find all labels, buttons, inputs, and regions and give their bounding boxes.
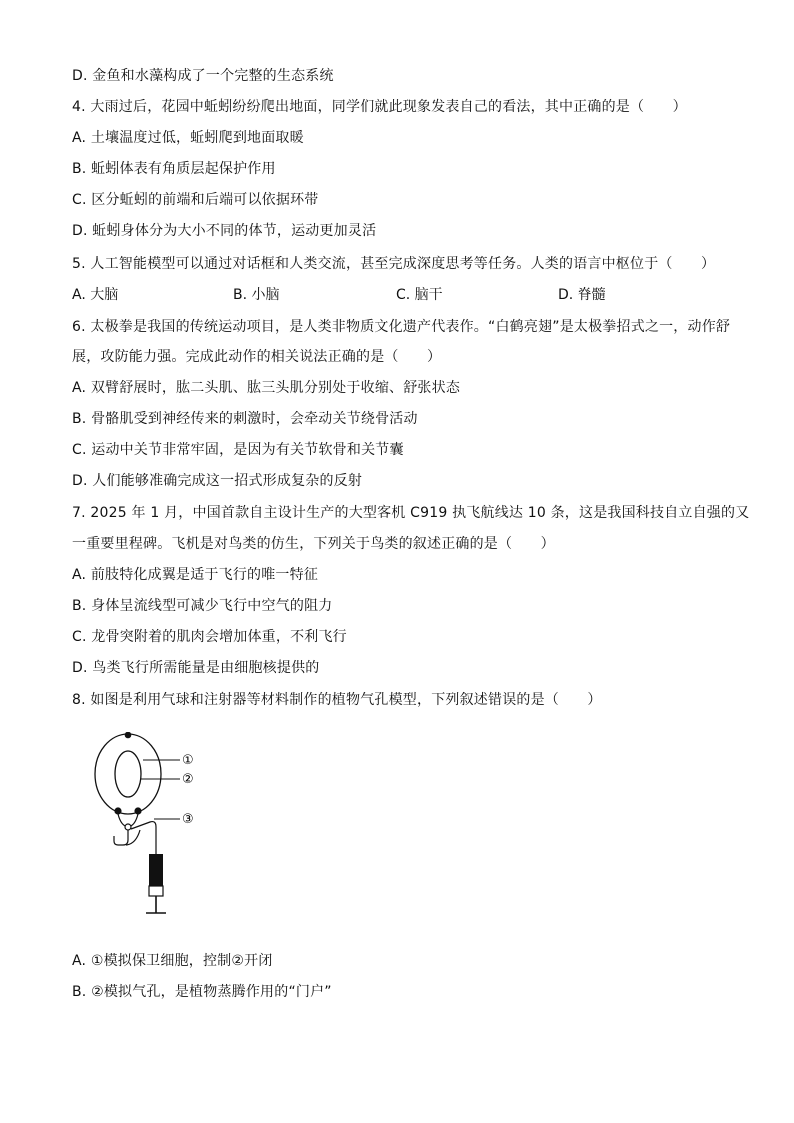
question-4-option-b: B. 蚯蚓体表有角质层起保护作用 [72, 161, 276, 177]
question-4-option-c: C. 区分蚯蚓的前端和后端可以依据环带 [72, 192, 319, 208]
question-4-option-d: D. 蚯蚓身体分为大小不同的体节，运动更加灵活 [72, 223, 377, 239]
question-8-option-a: A. ①模拟保卫细胞，控制②开闭 [72, 953, 273, 969]
question-8-stem: 8. 如图是利用气球和注射器等材料制作的植物气孔模型，下列叙述错误的是（ ） [72, 692, 602, 708]
connector-tube [114, 814, 156, 854]
stomata-model-figure [88, 732, 218, 922]
question-4-stem: 4. 大雨过后，花园中蚯蚓纷纷爬出地面，同学们就此现象发表自己的看法，其中正确的是（ ） [72, 99, 687, 115]
label-3: ③ [182, 812, 194, 827]
label-leader-lines [140, 760, 180, 819]
right-joint-dot [134, 807, 141, 814]
question-6-option-d: D. 人们能够准确完成这一招式形成复杂的反射 [72, 473, 363, 489]
question-6-option-b: B. 骨骼肌受到神经传来的刺激时，会牵动关节绕骨活动 [72, 411, 418, 427]
question-7-option-b: B. 身体呈流线型可减少飞行中空气的阻力 [72, 598, 333, 614]
left-joint-dot [114, 807, 121, 814]
question-7-option-c: C. 龙骨突附着的肌肉会增加体重，不利飞行 [72, 629, 347, 645]
question-4-option-a: A. 土壤温度过低，蚯蚓爬到地面取暖 [72, 130, 304, 146]
question-6-option-a: A. 双臂舒展时，肱二头肌、肱三头肌分别处于收缩、舒张状态 [72, 380, 461, 396]
question-5-option-b: B. 小脑 [233, 287, 280, 303]
question-5-stem: 5. 人工智能模型可以通过对话框和人类交流，甚至完成深度思考等任务。人类的语言中枢位于（ ） [72, 256, 716, 272]
label-1: ① [182, 753, 194, 768]
balloon-guard-cells [95, 734, 161, 814]
question-5-option-c: C. 脑干 [396, 287, 443, 303]
question-7-option-a: A. 前肢特化成翼是适于飞行的唯一特征 [72, 567, 319, 583]
question-8-option-b: B. ②模拟气孔，是植物蒸腾作用的“门户” [72, 984, 332, 1000]
syringe [146, 854, 166, 913]
question-6-stem-line-2: 展，攻防能力强。完成此动作的相关说法正确的是（ ） [72, 349, 442, 365]
question-7-stem-line-1: 7. 2025 年 1 月，中国首款自主设计生产的大型客机 C919 执飞航线达 10 条，这是我国科技自立自强的又 [72, 505, 750, 521]
question-5-option-a: A. 大脑 [72, 287, 119, 303]
question-6-stem-line-1: 6. 太极拳是我国的传统运动项目，是人类非物质文化遗产代表作。“白鹤亮翅”是太极拳招式之一，动作舒 [72, 319, 731, 335]
label-2: ② [182, 772, 194, 787]
question-6-option-c: C. 运动中关节非常牢固，是因为有关节软骨和关节囊 [72, 442, 404, 458]
top-clip-dot [125, 732, 132, 738]
question-3-option-d: D. 金鱼和水藻构成了一个完整的生态系统 [72, 68, 334, 84]
question-7-option-d: D. 鸟类飞行所需能量是由细胞核提供的 [72, 660, 320, 676]
question-5-option-d: D. 脊髓 [558, 287, 606, 303]
question-7-stem-line-2: 一重要里程碑。飞机是对鸟类的仿生，下列关于鸟类的叙述正确的是（ ） [72, 536, 555, 552]
